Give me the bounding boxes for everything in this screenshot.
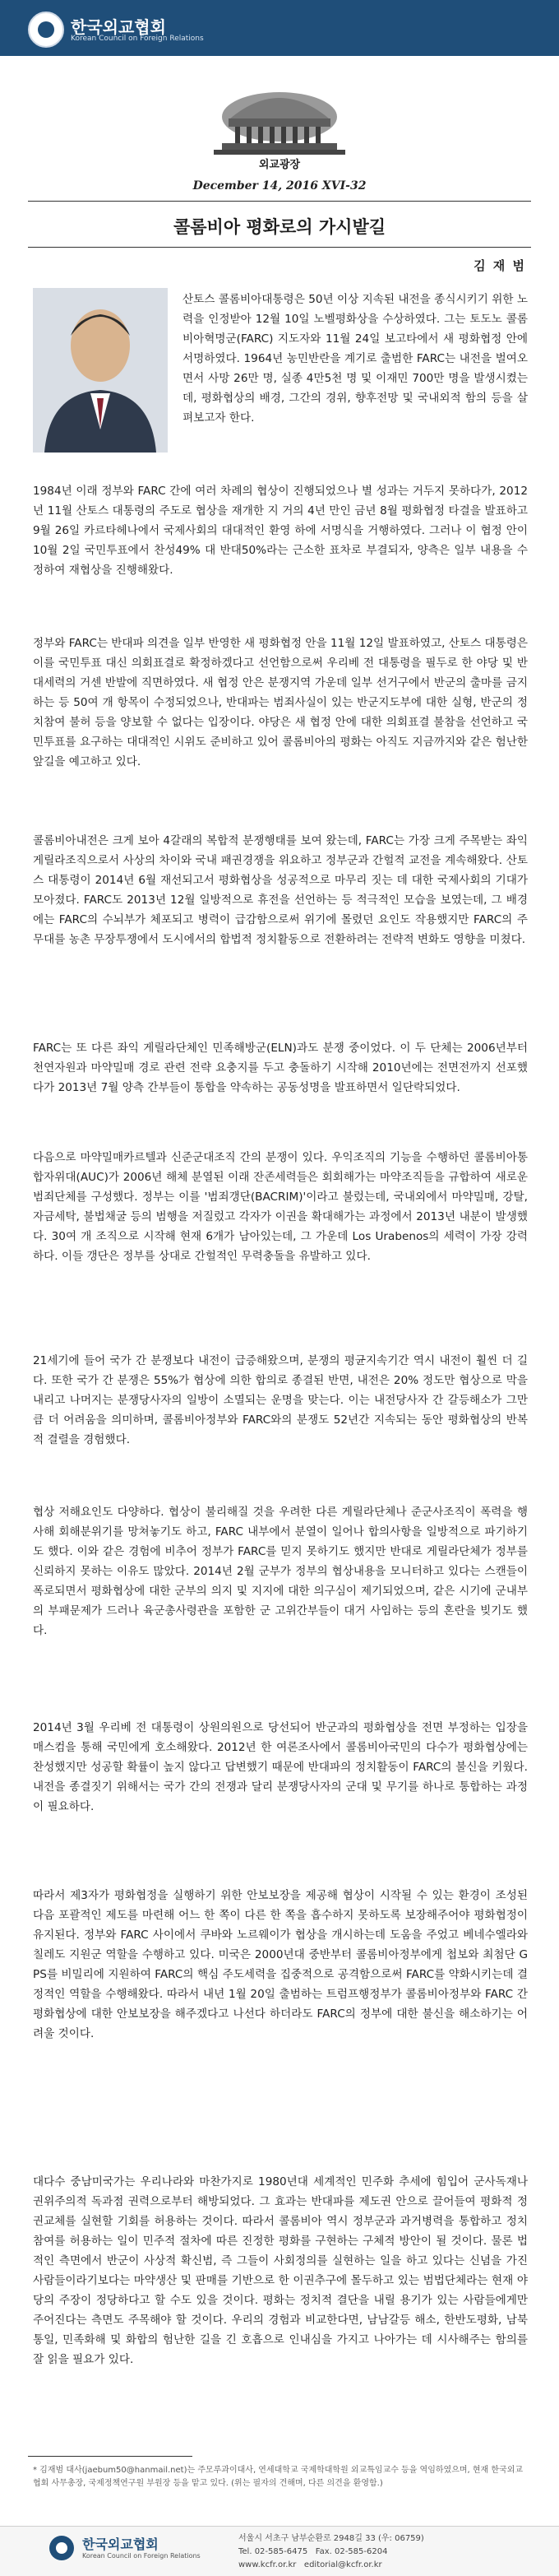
paragraph-5: FARC는 또 다른 좌익 게릴라단체인 민족해방군(ELN)과도 분쟁 중이었다. 이 두 단체는 2006년부터 천연자원과 마약밀매 경로 관련 전략 요충지를 두고 충돌하기 시작해 2010년에는 전면전까지 선포했다가 2013년 7월 양측 간부들이 통합을 약속하는 공동성명을 발표하면서 일단락되었다. [33,1042,528,1094]
paragraph-3: 정부와 FARC는 반대파 의견을 일부 반영한 새 평화협정 안을 11월 12일 발표하였고, 산토스 대통령은 이를 국민투표 대신 의회표결로 확정하겠다고 선언함으로써 우리베 전 대통령을 필두로 한 야당 및 반대세력의 거센 반발에 직면하였다. 새 협정 안은 분쟁지역 가운데 일부 선거구에서 반군의 출마를 금지하는 등 50여 개 항목이 수정되었으나, 반대파는 범죄사실이 있는 반군지도부에 대한 실형, 반군의 정치참여 불허 등을 양보할 수 없다는 입장이다. 야당은 새 협정 안에 대한 의회표결 불참을 선언하고 국민투표를 요구하는 대대적인 시위도 준비하고 있어 콜롬비아의 평화는 아직도 지금까지와 같은 험난한 앞길을 예고하고 있다. [33,637,528,768]
footer-logo-icon [49,2536,74,2560]
footer-address: 서울시 서초구 남부순환로 2948길 33 (우: 06759) [238,2534,424,2543]
footnote-divider [28,2456,192,2457]
paragraph-11: 대다수 중남미국가는 우리나라와 마찬가지로 1980년대 세계적인 민주화 추세에 힘입어 군사독재나 권위주의적 독과점 권력으로부터 해방되었다. 그 효과는 반대파를 제도권 안으로 끌어들여 평화적 정권교체를 실현할 기회를 허용하는 것이다. 따라서 콜롬비아 역시 정부군과 과거병력을 통합하고 정치참여를 허용하는 일이 민주적 절차에 따른 진정한 평화를 구현하는 구체적 방안이 될 것이다. 물론 법적인 측면에서 반군이 사상적 확신범, 즉 그들이 사회정의를 실현하는 일을 하고 있다는 신념을 가진 사람들이라기보다는 마약생산 및 판매를 기반으로 한 이권추구에 몰두하고 있는 범법단체라는 현재 야당의 주장이 정당하다고 할 수도 있을 것이다. 평화는 정치적 결단을 내릴 용기가 있는 사람들에게만 주어진다는 측면도 주목해야 할 것이다. 우리의 경험과 비교한다면, 남남갈등 해소, 한반도평화, 남북통일, 민족화해 및 화합의 험난한 길을 긴 호흡으로 인내심을 가지고 나아가는 데 시사해주는 함의를 잘 읽을 필요가 있다. [33,2175,528,2366]
article-author: 김 재 범 [474,258,526,273]
issue-line: December 14, 2016 XVI-32 [192,179,367,193]
author-photo [33,288,168,453]
footer-contact [238,2532,424,2572]
paragraph-8: 협상 저해요인도 다양하다. 협상이 불리해질 것을 우려한 다른 게릴라단체나 준군사조직이 폭력을 행사해 회해분위기를 망쳐놓기도 하고, FARC 내부에서 분열이 일어나 합의사항을 일방적으로 파기하기도 했다. 이와 같은 경험에 비추어 정부가 FARC를 믿지 못하기도 했지만 반대로 게릴라단체가 정부를 신뢰하지 못하는 이유도 많았다. 2014년 2월 군부가 정부의 협상내용을 모니터하고 있다는 스캔들이 폭로되면서 평화협상에 대한 군부의 의지 및 지지에 대한 의구심이 제기되었으며, 같은 시기에 군내부의 부패문제가 드러나 육군총사령관을 포함한 군 고위간부들이 대거 사임하는 등의 혼란을 빚기도 했다. [33,1506,528,1637]
foreign-plaza-emblem-icon [181,69,378,171]
emblem-text: 외교광장 [258,159,301,171]
paragraph-7: 21세기에 들어 국가 간 분쟁보다 내전이 급증해왔으며, 분쟁의 평균지속기간 역시 내전이 훨씬 더 길다. 또한 국가 간 분쟁은 55%가 협상에 의한 합의로 종결된 반면, 내전은 20% 정도만 협상으로 막을 내리고 나머지는 분쟁당사자의 일방이 소멸되는 운명을 맞는다. 이는 내전당사자 간 갈등해소가 그만큼 더 어려움을 의미하며, 콜롬비아정부와 FARC와의 분쟁도 52년간 지속되는 동안 평화협상의 반복적 결렬을 경험했다. [33,1354,528,1446]
footer-tel: Tel. 02-585-6475 [238,2547,308,2556]
divider-top [28,201,531,202]
footer-email-link[interactable]: editorial@kcfr.or.kr [303,2560,382,2569]
author-footnote: * 김재범 대사(jaebum50@hanmail.net)는 주모루과이대사, 연세대학교 국제학대학원 외교특임교수 등을 역임하였으며, 현재 한국외교협회 사무총장, 국제정책연구원 부원장 등을 맡고 있다. (위는 필자의 견해며, 다른 의견을 환영함.) [33,2466,524,2488]
article-title: 콜롬비아 평화로의 가시밭길 [173,217,386,237]
paragraph-10: 따라서 제3자가 평화협정을 실행하기 위한 안보보장을 제공해 협상이 시작될 수 있는 환경이 조성된 다음 포괄적인 제도를 마련해 어느 한 쪽이 다른 한 쪽을 흡수하지 못하도록 보장해주어야 평화협정이 유지된다. 정부와 FARC 사이에서 쿠바와 노르웨이가 협상을 개시하는데 도움을 주었고 베네수엘라와 칠레도 지원군 역할을 수행하고 있다. 미국은 2000년대 중반부터 콜롬비아정부에게 첩보와 최첨단 GPS를 비밀리에 지원하여 FARC의 핵심 주도세력을 집중적으로 공격함으로써 FARC를 약화시키는데 결정적인 역할을 수행해왔다. 따라서 내년 1월 20일 출범하는 트럼프행정부가 콜롬비아정부와 FARC 간 평화협상에 대한 안보보장을 해주겠다고 나선다 하더라도 FARC의 정부에 대한 불신을 해소하기는 어려울 것이다. [33,1889,528,2040]
org-name: 한국외교협회 [71,17,166,37]
paragraph-1: 산토스 콜롬비아대통령은 50년 이상 지속된 내전을 종식시키기 위한 노력을 인정받아 12월 10일 노벨평화상을 수상하였다. 그는 토도노 콜롬비아혁명군(FARC) 지도자와 11월 24일 보고타에서 새 평화협정 안에 서명하였다. 1964년 농민반란을 계기로 출범한 FARC는 내전을 벌여오면서 사망 26만 명, 실종 4만5천 명 및 이재민 700만 명을 발생시켰는데, 평화협상의 배경, 그간의 경위, 향후전망 및 국내외적 함의 등을 살펴보고자 한다. [182,293,528,425]
org-name-en: Korean Council on Foreign Relations [71,35,204,43]
paragraph-9: 2014년 3월 우리베 전 대통령이 상원의원으로 당선되어 반군과의 평화협상을 전면 부정하는 입장을 매스컴을 통해 국민에게 호소해왔다. 2012년 한 여론조사에서 콜롬비아국민의 다수가 평화협상에는 찬성했지만 성공할 확률이 높지 않다고 답변했기 때문에 반대파의 정치활동이 FARC의 불신을 키웠다. 내전을 종결짓기 위해서는 국가 간의 전쟁과 달리 분쟁당사자의 군대 및 무기를 하나로 통합하는 과정이 필요하다. [33,1721,528,1813]
footer-web-link[interactable]: www.kcfr.or.kr [238,2560,297,2569]
paragraph-2: 1984년 이래 정부와 FARC 간에 여러 차례의 협상이 진행되었으나 별 성과는 거두지 못하다가, 2012년 11월 산토스 대통령의 주도로 협상을 재개한 지 거의 4년 만인 금년 8월 평화협정 타결을 발표하고 9월 26일 카르타헤나에서 국제사회의 대대적인 환영 하에 서명식을 거행하였다. 그러나 이 협정 안이 10월 2일 국민투표에서 찬성49% 대 반대50%라는 근소한 표차로 부결되자, 양측은 일부 내용을 수정하여 재협상을 진행해왔다. [33,485,528,577]
footer-org-name: 한국외교협회 [82,2537,159,2552]
footer-fax: Fax. 02-585-6204 [315,2547,388,2556]
org-logo-icon [28,12,64,48]
divider-title [28,247,531,248]
footer-org-name-en: Korean Council on Foreign Relations [82,2552,201,2560]
paragraph-4: 콜롬비아내전은 크게 보아 4갈래의 복합적 분쟁행태를 보여 왔는데, FARC는 가장 크게 주목받는 좌익 게릴라조직으로서 사상의 차이와 국내 패권경쟁을 위요하고 정부군과 간헐적 교전을 계속해왔다. 산토스 대통령이 2014년 6월 재선되고서 평화협상을 성공적으로 마무리 짓는 데 대한 국제사회의 기대가 모아졌다. FARC도 2013년 12월 일방적으로 휴전을 선언하는 등 적극적인 모습을 보였는데, 그 배경에는 FARC의 수뇌부가 체포되고 병력이 급감함으로써 위기에 몰렸던 요인도 작용했지만 FARC의 주 무대를 농촌 무장투쟁에서 도시에서의 합법적 정치활동으로 전환하려는 전략적 변화도 영향을 미쳤다. [33,834,528,946]
paragraph-6: 다음으로 마약밀매카르텔과 신준군대조직 간의 분쟁이 있다. 우익조직의 기능을 수행하던 콜롬비아통합자위대(AUC)가 2006년 해체 분열된 이래 잔존세력들은 회회해가는 마약조직들을 규합하여 새로운 범죄단체를 구성했다. 정부는 이를 '범죄갱단(BACRIM)'이라고 불렀는데, 국내외에서 마약밀매, 강탈, 자금세탁, 불법채굴 등의 범행을 저질렀고 각자가 이권을 확대해가는 과정에서 2013년 내분이 발생했다. 30여 개 조직으로 시작해 현재 6개가 남아있는데, 그 가운데 Los Urabenos의 세력이 가장 강력하다. 이들 갱단은 정부를 상대로 간헐적인 무력충돌을 유발하고 있다. [33,1151,528,1263]
